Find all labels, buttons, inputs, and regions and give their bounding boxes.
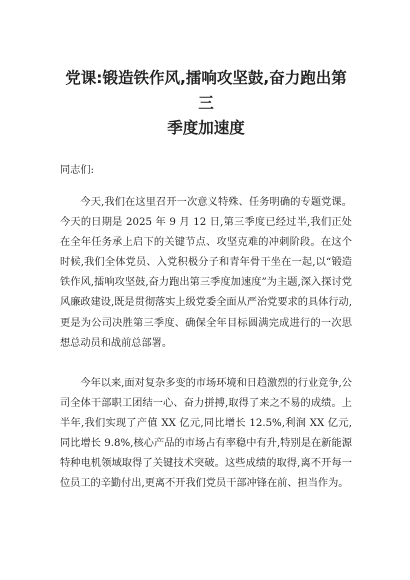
greeting: 同志们: [60,165,94,176]
paragraph-2: 今年以来,面对复杂多变的市场环境和日趋激烈的行业竞争,公司全体干部职工团结一心、奋力拼搏,取得了来之不易的成绩。上半年,我们实现了产值 XX 亿元,同比增长 12.5%,利润 XX 亿元,同比增长 9.8%,核心产品的市场占有率稳中有升,特别是在新能源特种电机领域取得了关键技术突破。这些成绩的取得,离不开每一位员工的辛勤付出,更离不开我们党员干部冲锋在前、担当作为。 [60,377,352,490]
paragraph-1: 今天,我们在这里召开一次意义特殊、任务明确的专题党课。今天的日期是 2025 年 9 月 12 日,第三季度已经过半,我们正处在全年任务承上启下的关键节点、攻坚克难的冲刺阶段。在这个时候,我们全体党员、入党积极分子和青年骨干坐在一起,以“锻造铁作风,擂响攻坚鼓,奋力跑出第三季度加速度”为主题,深入探讨党风廉政建设,既是贯彻落实上级党委全面从严治党要求的具体行动,更是为公司决胜第三季度、确保全年目标圆满完成进行的一次思想总动员和战前总部署。 [60,197,352,349]
document-title [60,66,352,141]
title-line-2: 季度加速度 [167,119,245,137]
title-line-1: 党课:锻造铁作风,擂响攻坚鼓,奋力跑出第三 [65,69,347,112]
